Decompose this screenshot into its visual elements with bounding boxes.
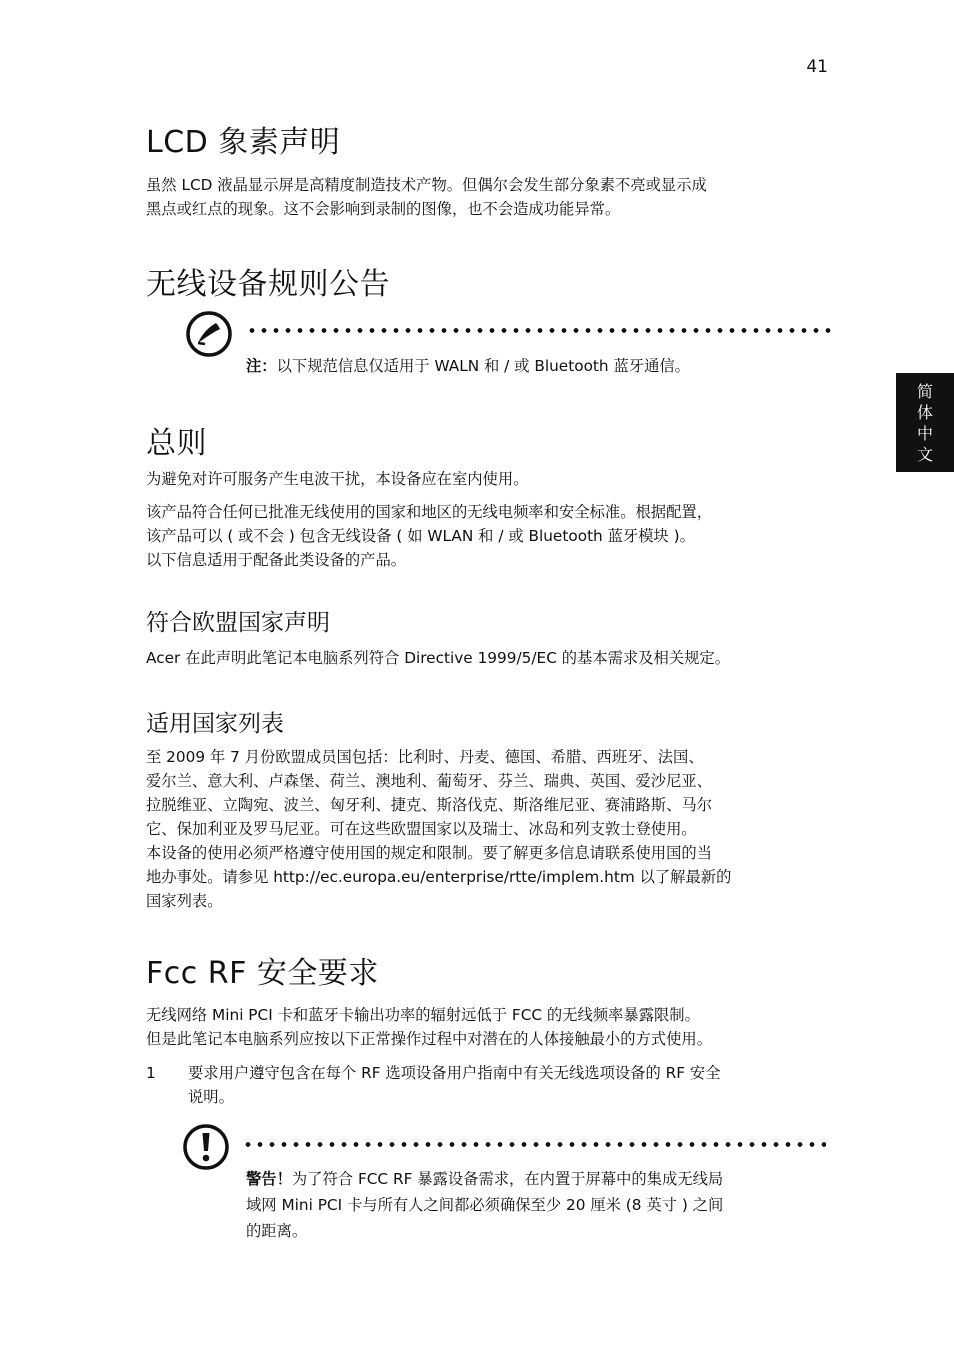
warning-dotted-rule <box>242 1142 826 1147</box>
note-pen-icon <box>185 310 233 358</box>
wireless-heading: 无线设备规则公告 <box>146 267 390 302</box>
note-dotted-rule <box>246 328 832 333</box>
language-tab-char: 文 <box>916 444 933 464</box>
eu-heading: 符合欧盟国家声明 <box>146 610 330 636</box>
note-label: 注： <box>246 357 277 375</box>
wireless-note <box>246 353 690 379</box>
eu-paragraph: Acer 在此声明此笔记本电脑系列符合 Directive 1999/5/EC 的基本需求及相关规定。 <box>146 649 731 667</box>
language-tab-char: 简 <box>916 381 933 401</box>
fcc-heading: Fcc RF 安全要求 <box>146 956 379 991</box>
lcd-paragraph: 虽然 LCD 液晶显示屏是高精度制造技术产物。但偶尔会发生部分象素不亮或显示成 黑点或红点的现象。这不会影响到录制的图像，也不会造成功能异常。 <box>146 176 707 218</box>
language-tab-char: 体 <box>916 402 933 422</box>
language-tab-char: 中 <box>916 423 933 443</box>
page-number: 41 <box>806 57 828 77</box>
warning-exclamation-icon <box>182 1123 230 1171</box>
general-paragraph-1: 为避免对许可服务产生电波干扰，本设备应在室内使用。 <box>146 470 529 488</box>
warning-label: 警告！ <box>246 1170 292 1188</box>
countries-paragraph: 至 2009 年 7 月份欧盟成员国包括：比利时、丹麦、德国、希腊、西班牙、法国、 爱尔兰、意大利、卢森堡、荷兰、澳地利、葡萄牙、芬兰、瑞典、英国、爱沙尼亚、 拉脱维亚、立陶宛、波兰、匈牙利、捷克、斯洛伐克、斯洛维尼亚、赛浦路斯、马尔 它、保加利亚及罗马尼亚。可在这些欧盟国家以及瑞士、冰岛和列支敦士登使用。 本设备的使用必须严格遵守使用国的规定和限制。要了解更多信息请联系使用国的当 地办事处。请参见 http://ec.europa.eu/enterprise/rtte/implem.htm 以了解最新的 国家列表。 <box>146 748 732 910</box>
note-body: 以下规范信息仅适用于 WALN 和 / 或 Bluetooth 蓝牙通信。 <box>276 357 690 375</box>
countries-heading: 适用国家列表 <box>146 711 284 737</box>
lcd-heading: LCD 象素声明 <box>146 125 341 160</box>
fcc-paragraph: 无线网络 Mini PCI 卡和蓝牙卡输出功率的辐射远低于 FCC 的无线频率暴露限制。 但是此笔记本电脑系列应按以下正常操作过程中对潜在的人体接触最小的方式使用。 <box>146 1006 712 1048</box>
list-item: 要求用户遵守包含在每个 RF 选项设备用户指南中有关无线选项设备的 RF 安全 说明。 <box>188 1064 721 1106</box>
language-tab <box>896 373 954 472</box>
general-heading: 总则 <box>146 426 207 461</box>
list-number: 1 <box>146 1064 156 1082</box>
general-paragraph-2: 该产品符合任何已批准无线使用的国家和地区的无线电频率和安全标准。根据配置， 该产品可以 ( 或不会 ) 包含无线设备 ( 如 WLAN 和 / 或 Bluetooth 蓝牙模块 )。 以下信息适用于配备此类设备的产品。 <box>146 503 712 569</box>
warning-note: 警告！为了符合 FCC RF 暴露设备需求，在内置于屏幕中的集成无线局 域网 Mini PCI 卡与所有人之间都必须确保至少 20 厘米 (8 英寸 ) 之间 的距离。 <box>246 1170 724 1240</box>
